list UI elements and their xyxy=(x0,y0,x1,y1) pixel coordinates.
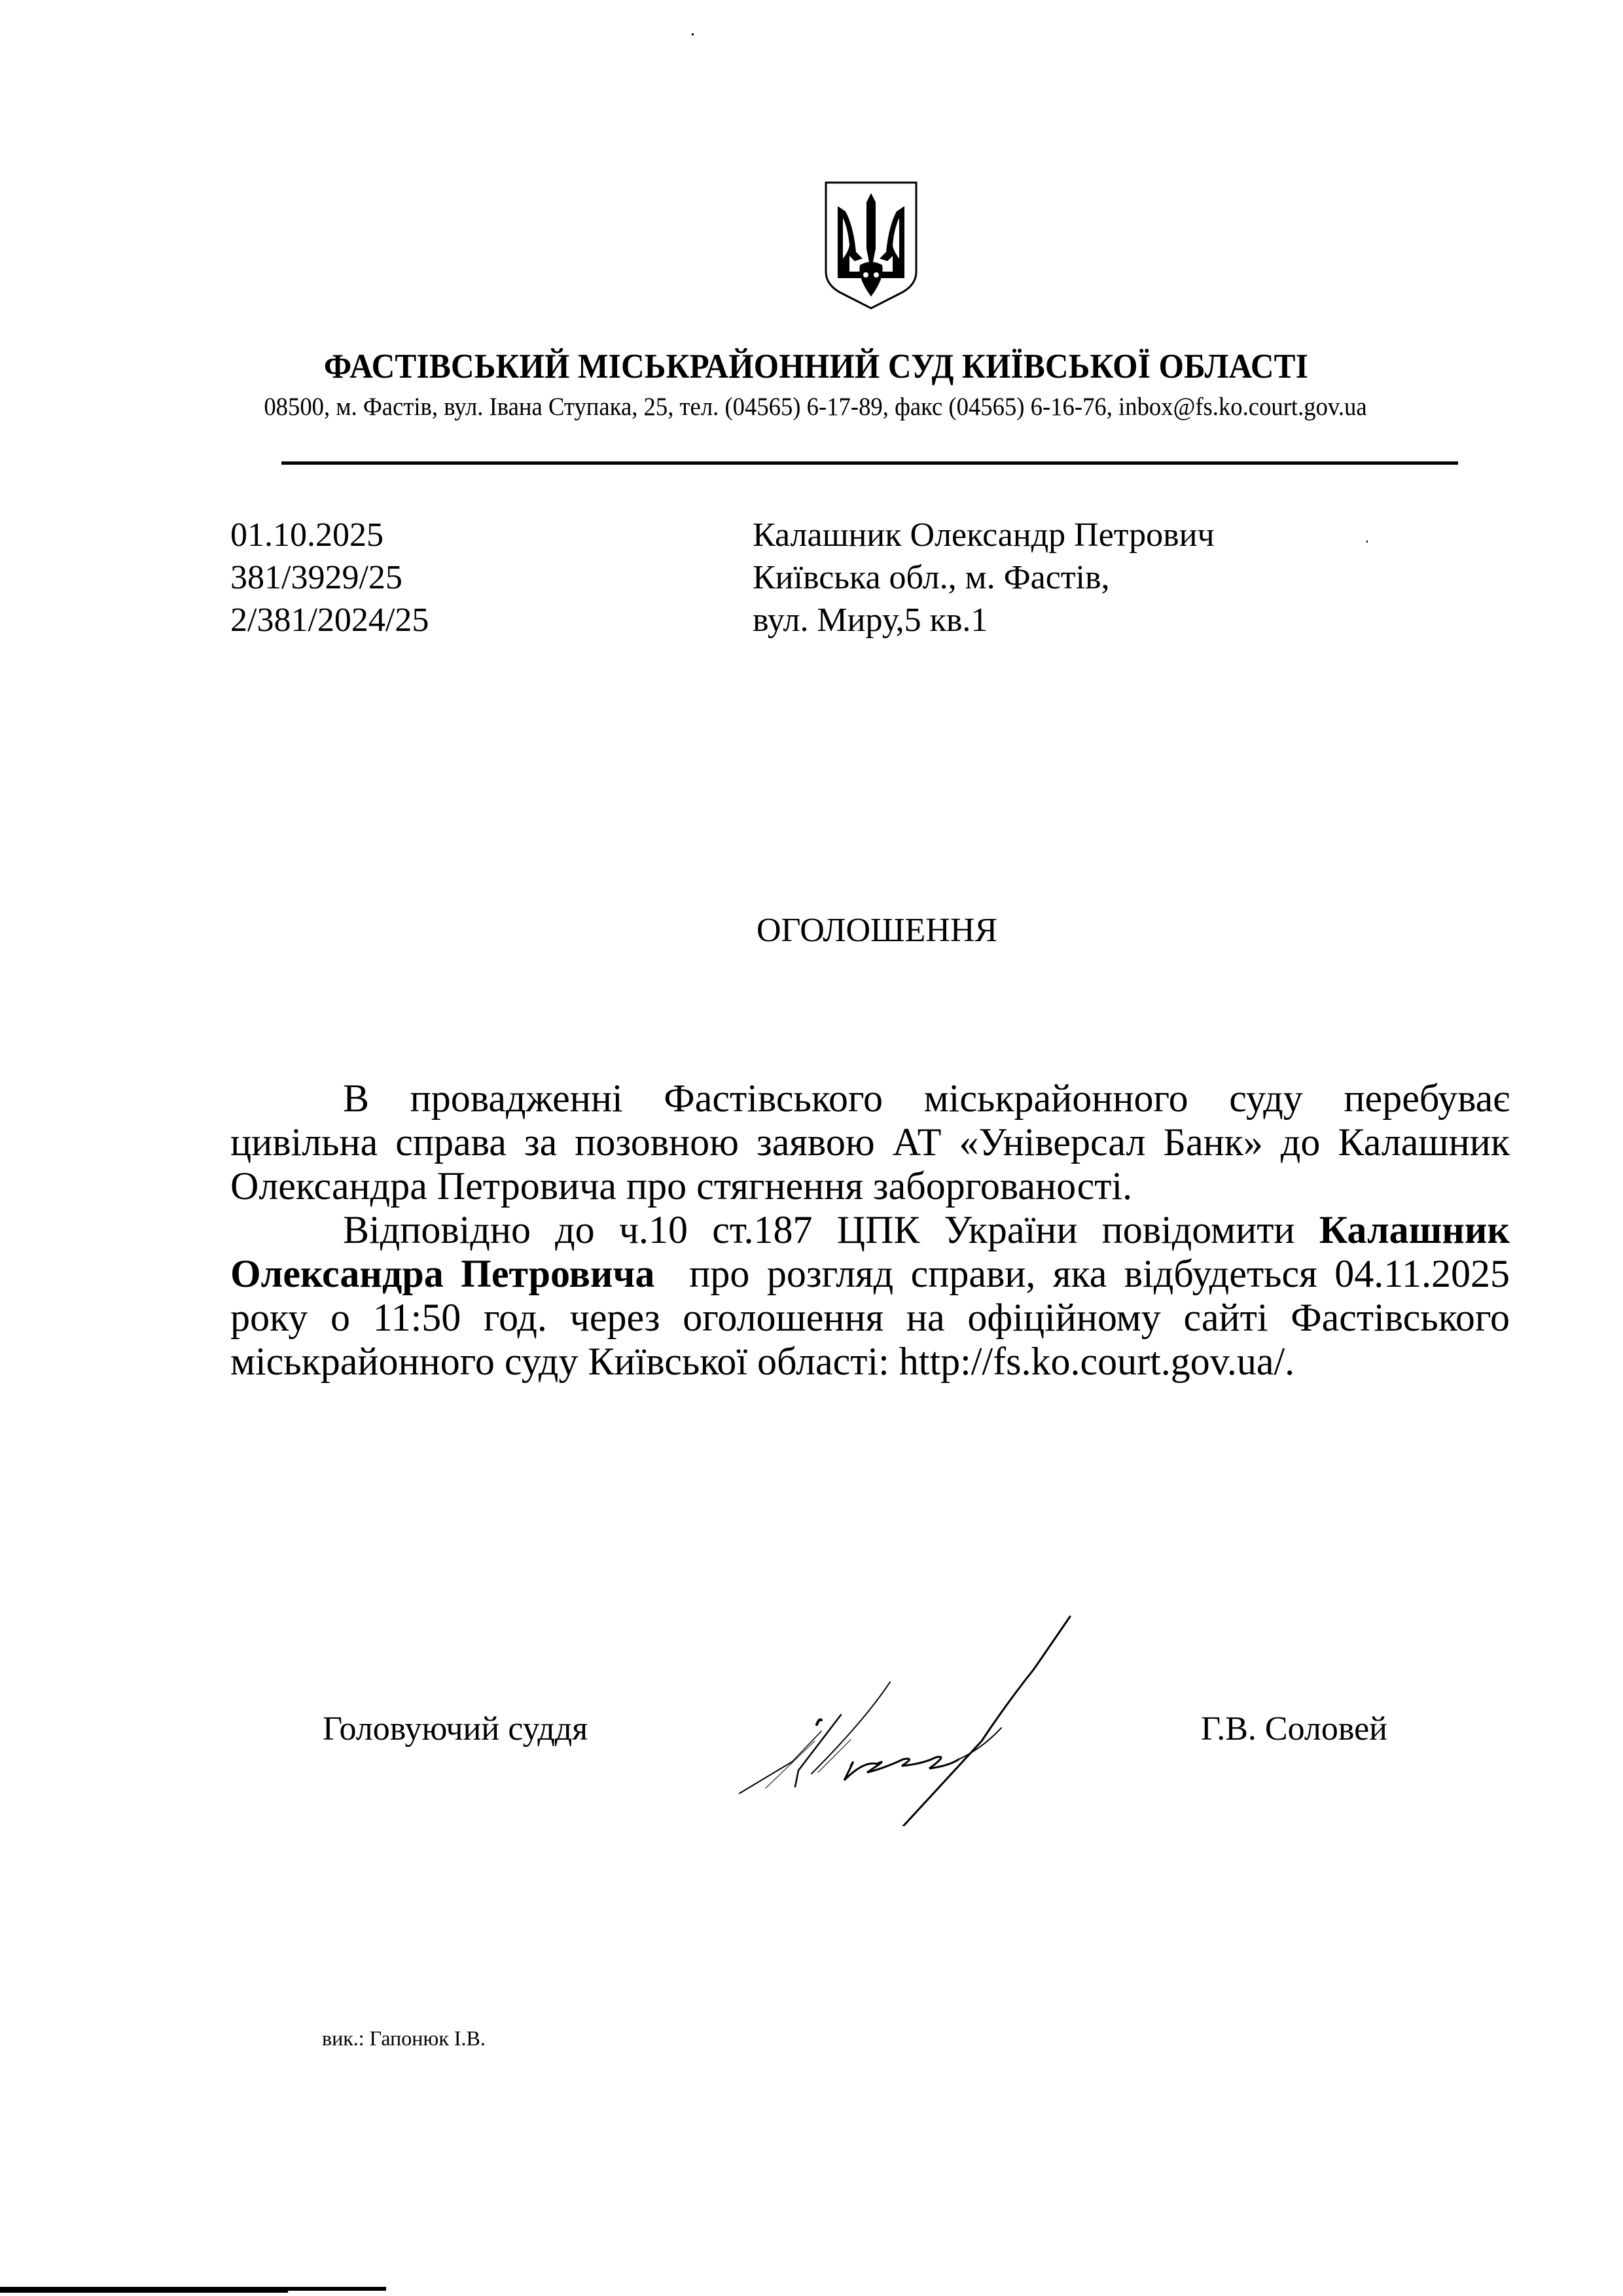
document-meta xyxy=(230,514,429,641)
case-number: 2/381/2024/25 xyxy=(230,601,429,639)
recipient-address-line1: Київська обл., м. Фастів, xyxy=(753,559,1110,596)
notice-paragraph-1: В провадженні Фастівського міськрайонного суду перебуває цивільна справа за позовною заявою АТ «Універсал Банк» до Калашник Олександра Петровича про стягнення заборгованості. xyxy=(230,1077,1510,1208)
notice-body xyxy=(230,1077,1520,1384)
recipient-name: Калашник Олександр Петрович xyxy=(753,516,1215,554)
court-address: 08500, м. Фастів, вул. Івана Ступака, 25, тел. (04565) 6-17-89, факс (04565) 6-16-76, inbox@fs.ko.court.gov.ua xyxy=(264,393,1367,421)
header-divider xyxy=(281,461,1458,465)
scan-edge-artifact xyxy=(0,2291,288,2293)
recipient-block xyxy=(753,514,1215,641)
scan-speck xyxy=(692,33,694,35)
coat-of-arms-icon xyxy=(823,180,919,311)
scan-speck xyxy=(1366,541,1368,543)
notice-paragraph-2: Відповідно до ч.10 ст.187 ЦПК України повідомити Калашник Олександра Петровича про розгляд справи, яка відбудеться 04.11.2025 року о 11:50 год. через оголошення на офіційному сайті Фастівського міськрайонного суду Київської області: http://fs.ko.court.gov.ua/. xyxy=(230,1208,1520,1383)
signer-role: Головуючий суддя xyxy=(323,1710,588,1748)
outgoing-number: 381/3929/25 xyxy=(230,559,402,596)
signer-name: Г.В. Соловей xyxy=(1201,1710,1387,1748)
document-date: 01.10.2025 xyxy=(230,516,383,554)
defendant-name-bold: Калашник Олександра Петровича xyxy=(230,1208,1510,1295)
handwritten-signature-icon xyxy=(733,1597,1073,1826)
recipient-address-line2: вул. Миру,5 кв.1 xyxy=(753,601,988,639)
court-name-heading: ФАСТІВСЬКИЙ МІСЬКРАЙОННИЙ СУД КИЇВСЬКОЇ ОБЛАСТІ xyxy=(323,348,1309,386)
notice-title: ОГОЛОШЕННЯ xyxy=(756,912,998,949)
executor-note: вик.: Гапонюк І.В. xyxy=(322,2026,486,2050)
